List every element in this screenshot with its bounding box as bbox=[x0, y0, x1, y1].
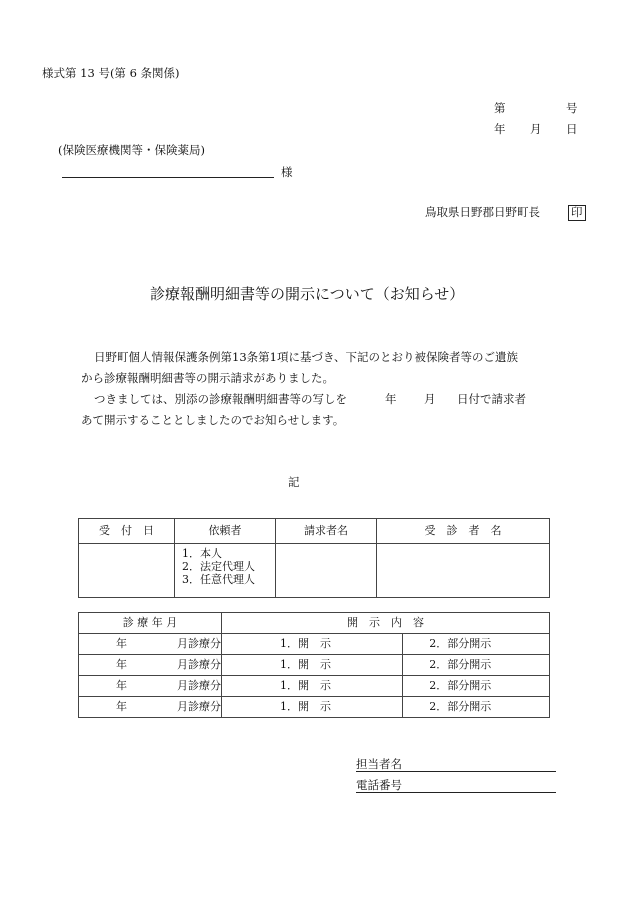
phone-underline bbox=[356, 792, 556, 793]
requester-option: 3．任意代理人 bbox=[182, 573, 255, 587]
requester-option: 2．法定代理人 bbox=[182, 560, 255, 574]
disclosure-option-full: 1．開 示 bbox=[222, 655, 403, 676]
body-paragraph-2-part-1: つきましては、別添の診療報酬明細書等の写しを bbox=[94, 392, 347, 406]
header-treatment-month: 診 療 年 月 bbox=[79, 613, 222, 634]
treatment-month-cell: 年 月診療分 bbox=[79, 655, 222, 676]
date-gatsu: 月 bbox=[530, 122, 542, 136]
body-paragraph-1-line-2: から診療報酬明細書等の開示請求がありました。 bbox=[81, 371, 334, 385]
treatment-month-cell: 年 月診療分 bbox=[79, 676, 222, 697]
document-title: 診療報酬明細書等の開示について（お知らせ） bbox=[150, 285, 465, 303]
disclosure-option-full: 1．開 示 bbox=[222, 634, 403, 655]
body-paragraph-2-part-2: 日付で請求者 bbox=[457, 392, 526, 406]
disclosure-option-full: 1．開 示 bbox=[222, 676, 403, 697]
body-paragraph-1-line-1: 日野町個人情報保護条例第13条第1項に基づき、下記のとおり被保険者等のご遺族 bbox=[94, 350, 518, 364]
treatment-month-cell: 年 月診療分 bbox=[79, 697, 222, 718]
doc-number-dai: 第 bbox=[494, 101, 506, 115]
recipient-underline bbox=[62, 177, 274, 178]
recipient-honorific: 様 bbox=[281, 165, 293, 179]
issuer-seal: 印 bbox=[568, 205, 586, 221]
body-paragraph-2-line-2: あて開示することとしましたのでお知らせします。 bbox=[81, 413, 345, 427]
disclosure-option-partial: 2．部分開示 bbox=[403, 655, 550, 676]
ki-heading: 記 bbox=[288, 475, 300, 489]
doc-number-go: 号 bbox=[566, 101, 578, 115]
person-in-charge-label: 担当者名 bbox=[356, 757, 402, 771]
table-row bbox=[79, 697, 550, 718]
table-row bbox=[79, 676, 550, 697]
disclosure-option-partial: 2．部分開示 bbox=[403, 634, 550, 655]
receipt-date-cell bbox=[79, 544, 175, 598]
issuer-name: 鳥取県日野郡日野町長 bbox=[425, 205, 540, 219]
request-table bbox=[78, 518, 550, 598]
disclosure-option-full: 1．開 示 bbox=[222, 697, 403, 718]
recipient-label: (保険医療機関等・保険薬局) bbox=[58, 143, 205, 157]
treatment-month-cell: 年 月診療分 bbox=[79, 634, 222, 655]
header-requester: 依頼者 bbox=[175, 519, 276, 544]
header-receipt-date: 受 付 日 bbox=[79, 519, 175, 544]
disclosure-table bbox=[78, 612, 550, 718]
body-paragraph-2-nen: 年 bbox=[385, 392, 397, 406]
disclosure-option-partial: 2．部分開示 bbox=[403, 697, 550, 718]
header-claimant-name: 請求者名 bbox=[276, 519, 377, 544]
body-paragraph-2-gatsu: 月 bbox=[424, 392, 436, 406]
requester-cell bbox=[175, 544, 276, 598]
table-row bbox=[79, 655, 550, 676]
requester-options bbox=[182, 547, 275, 587]
header-disclosure-content: 開 示 内 容 bbox=[222, 613, 550, 634]
person-in-charge-underline bbox=[356, 771, 556, 772]
date-nichi: 日 bbox=[566, 122, 578, 136]
claimant-name-cell bbox=[276, 544, 377, 598]
table-row bbox=[79, 634, 550, 655]
requester-option: 1．本人 bbox=[182, 547, 222, 560]
disclosure-option-partial: 2．部分開示 bbox=[403, 676, 550, 697]
date-nen: 年 bbox=[494, 122, 506, 136]
patient-name-cell bbox=[377, 544, 550, 598]
phone-label: 電話番号 bbox=[356, 778, 402, 792]
form-number: 様式第 13 号(第 6 条関係) bbox=[42, 66, 180, 80]
header-patient-name: 受 診 者 名 bbox=[377, 519, 550, 544]
